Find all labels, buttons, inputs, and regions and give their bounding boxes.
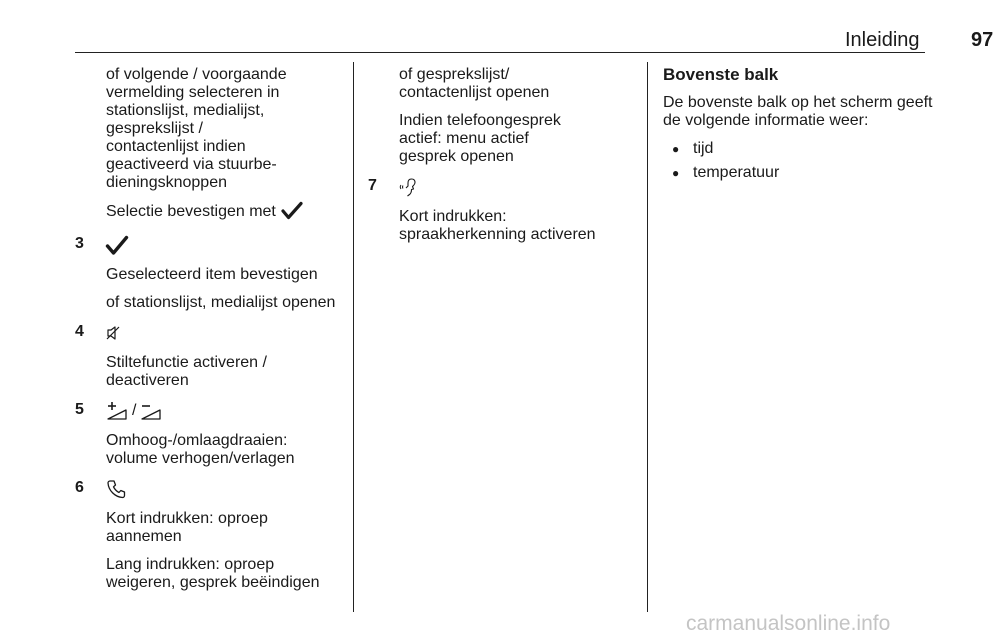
voice-recognition-icon bbox=[399, 176, 417, 198]
paragraph-confirm-item bbox=[75, 266, 350, 284]
volume-icons bbox=[106, 400, 162, 422]
text-line: Omhoog-/omlaagdraaien: bbox=[106, 432, 288, 449]
text-line: De bovenste balk op het scherm geeft bbox=[663, 94, 933, 111]
text-line: Kort indrukken: bbox=[399, 208, 507, 225]
list-item: ● temperatuur bbox=[663, 164, 933, 182]
text-line: contactenlijst openen bbox=[399, 84, 550, 101]
page-header bbox=[75, 28, 993, 52]
column-divider-1 bbox=[353, 62, 354, 612]
paragraph-open-list bbox=[75, 294, 350, 312]
paragraph-confirm-selection bbox=[75, 202, 350, 224]
volume-down-icon bbox=[140, 401, 162, 421]
column-3 bbox=[663, 66, 933, 188]
separator: / bbox=[132, 402, 137, 419]
text-line: vermelding selecteren in bbox=[106, 84, 280, 101]
header-rule bbox=[75, 52, 925, 53]
text-line: Selectie bevestigen met bbox=[106, 203, 276, 220]
paragraph-open-call-list bbox=[368, 66, 633, 102]
checkmark-icon bbox=[282, 202, 302, 224]
text-line: of volgende / voorgaande bbox=[106, 66, 287, 83]
control-item-7 bbox=[368, 176, 633, 198]
section-heading: Bovenste balk bbox=[663, 65, 779, 84]
text-line: stationslijst, medialijst, bbox=[106, 102, 265, 119]
text-line: Geselecteerd item bevestigen bbox=[106, 266, 318, 283]
paragraph-select-previous-next bbox=[75, 66, 350, 192]
section-title: Inleiding bbox=[845, 29, 920, 51]
control-item-5 bbox=[75, 400, 350, 422]
control-item-3 bbox=[75, 234, 350, 256]
item-number: 7 bbox=[368, 177, 377, 194]
volume-up-icon bbox=[106, 401, 128, 421]
phone-icon bbox=[106, 478, 126, 500]
item-number: 4 bbox=[75, 323, 84, 340]
text-line: actief: menu actief bbox=[399, 130, 529, 147]
text-line: Indien telefoongesprek bbox=[399, 112, 561, 129]
intro-paragraph bbox=[663, 94, 933, 130]
text-line: volume verhogen/verlagen bbox=[106, 450, 295, 467]
column-divider-2 bbox=[647, 62, 648, 612]
watermark: carmanualsonline.info bbox=[686, 612, 891, 635]
text-line: Lang indrukken: oproep bbox=[106, 556, 275, 573]
paragraph-answer-call bbox=[75, 510, 350, 546]
text-line: aannemen bbox=[106, 528, 182, 545]
text-line: of gesprekslijst/ bbox=[399, 66, 510, 83]
text-line: deactiveren bbox=[106, 372, 189, 389]
column-1 bbox=[75, 66, 350, 602]
mute-icon bbox=[106, 322, 120, 344]
control-item-6 bbox=[75, 478, 350, 500]
text-line: Kort indrukken: oproep bbox=[106, 510, 268, 527]
paragraph-reject-call bbox=[75, 556, 350, 592]
text-line: dieningsknoppen bbox=[106, 174, 227, 191]
item-number: 5 bbox=[75, 401, 84, 418]
text-line: gesprek openen bbox=[399, 148, 514, 165]
list-item: ● tijd bbox=[663, 140, 933, 158]
checkmark-icon bbox=[106, 234, 128, 256]
column-2 bbox=[368, 66, 633, 254]
text-line: gesprekslijst / bbox=[106, 120, 203, 137]
text-line: spraakherkenning activeren bbox=[399, 226, 596, 243]
paragraph-active-call-menu bbox=[368, 112, 633, 166]
item-number: 3 bbox=[75, 235, 84, 252]
item-number: 6 bbox=[75, 479, 84, 496]
text-line: Stiltefunctie activeren / bbox=[106, 354, 267, 371]
text-line: de volgende informatie weer: bbox=[663, 112, 869, 129]
info-bullet-list bbox=[663, 140, 933, 182]
paragraph-voice-recognition bbox=[368, 208, 633, 244]
text-line: contactenlijst indien bbox=[106, 138, 246, 155]
text-line: weigeren, gesprek beëindigen bbox=[106, 574, 320, 591]
text-line: of stationslijst, medialijst openen bbox=[106, 294, 336, 311]
paragraph-mute bbox=[75, 354, 350, 390]
paragraph-volume bbox=[75, 432, 350, 468]
text-line: geactiveerd via stuurbe- bbox=[106, 156, 277, 173]
control-item-4 bbox=[75, 322, 350, 344]
page-number: 97 bbox=[971, 29, 993, 51]
